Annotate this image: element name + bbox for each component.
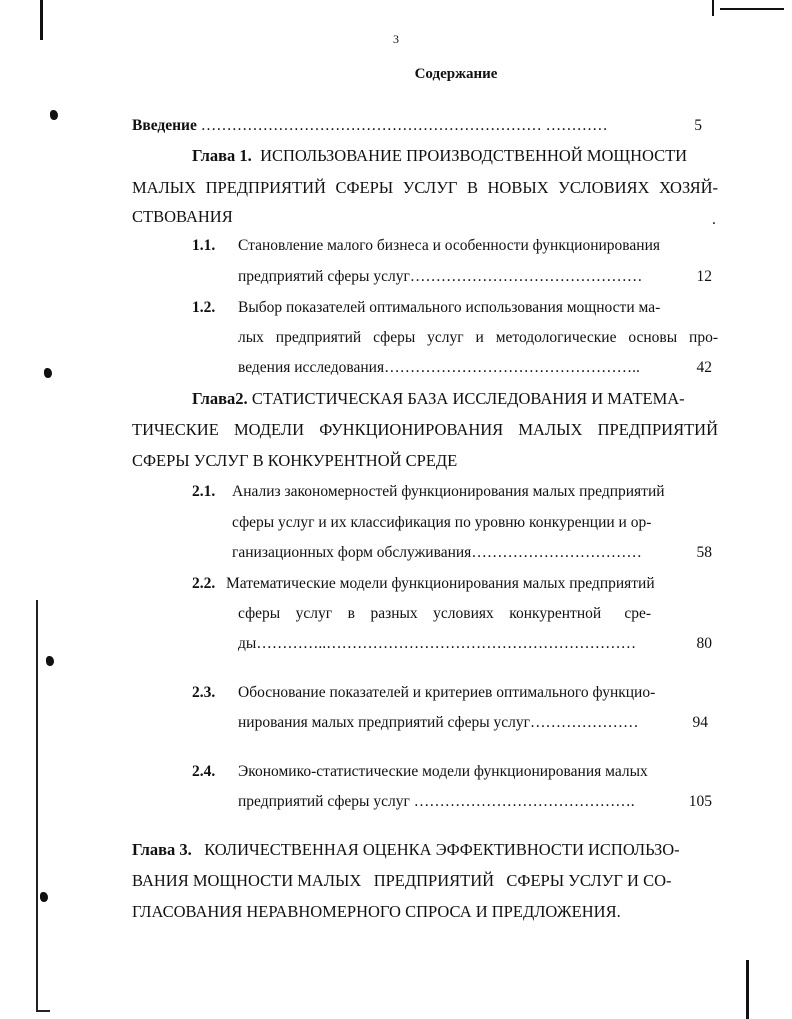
- toc-section-number: 2.3.: [192, 684, 216, 701]
- toc-section-title-line: сферы услуг в разных условиях конкурентной сре-: [238, 605, 652, 622]
- toc-chapter-title-line: СФЕРЫ УСЛУГ В КОНКУРЕНТНОЙ СРЕДЕ: [132, 451, 458, 470]
- toc-section-title-line: ды: [238, 635, 257, 652]
- toc-intro: [132, 116, 716, 136]
- toc-section-title-line: Выбор показателей оптимального использования мощности ма-: [238, 299, 661, 316]
- toc-section-1-2-line3: [238, 358, 712, 378]
- toc-page-number: 42: [696, 359, 712, 376]
- toc-chapter-title-line: ГЛАСОВАНИЯ НЕРАВНОМЕРНОГО СПРОСА И ПРЕДЛОЖЕНИЯ.: [132, 902, 621, 921]
- toc-section-1-1-line2: [238, 267, 712, 287]
- toc-section-title-line: предприятий сферы услуг: [238, 793, 410, 810]
- toc-section-2-1-line3: [232, 543, 712, 563]
- toc-section-title-line: Математические модели функционирования малых предприятий: [226, 575, 655, 592]
- toc-leader-dots: …………………………………………..: [384, 359, 640, 376]
- toc-chapter-label: Глава 3.: [132, 840, 192, 859]
- scan-edge: [712, 0, 714, 16]
- scan-edge: [36, 1010, 50, 1012]
- toc-section-number: 2.1.: [192, 483, 216, 500]
- toc-chapter-label: Глава 1.: [192, 146, 252, 165]
- toc-section-2-3-line2: [238, 713, 708, 733]
- toc-leader-dots: …………..……………………………………………………: [256, 635, 637, 652]
- toc-chapter-1-heading: [192, 146, 687, 166]
- toc-chapter-title-line: СТАТИСТИЧЕСКАЯ БАЗА ИССЛЕДОВАНИЯ И МАТЕМА-: [251, 389, 685, 408]
- toc-section-title-line: Экономико-статистические модели функционирования малых: [238, 763, 648, 780]
- toc-section-2-2: [192, 574, 655, 594]
- toc-section-number: 2.4.: [192, 763, 216, 780]
- toc-section-title-line: предприятий сферы услуг: [238, 268, 410, 285]
- toc-chapter-title-line: ВАНИЯ МОЩНОСТИ МАЛЫХ ПРЕДПРИЯТИЙ СФЕРЫ УСЛУГ И СО-: [132, 871, 672, 890]
- toc-chapter-2-heading: [192, 389, 685, 409]
- toc-page-number: 12: [696, 268, 712, 285]
- scan-speck: .: [712, 211, 716, 228]
- toc-section-title-line: нирования малых предприятий сферы услуг: [238, 714, 530, 731]
- punch-hole-mark: [50, 110, 58, 120]
- scan-edge: [36, 600, 38, 1010]
- scan-edge: [746, 960, 749, 1019]
- toc-section-1-2: [192, 298, 718, 318]
- toc-page-number: 58: [696, 544, 712, 561]
- toc-intro-label: Введение: [132, 117, 197, 134]
- toc-chapter-title-line: КОЛИЧЕСТВЕННАЯ ОЦЕНКА ЭФФЕКТИВНОСТИ ИСПОЛЬЗО-: [204, 840, 680, 859]
- page-title: Содержание: [414, 66, 498, 82]
- toc-leader-dots: …………………: [530, 714, 639, 731]
- toc-chapter-title-line: СТВОВАНИЯ: [132, 207, 233, 226]
- toc-section-title-line: сферы услуг и их классификация по уровню конкуренции и ор-: [232, 514, 652, 531]
- toc-section-number: 2.2.: [192, 575, 216, 592]
- toc-chapter-label: Глава2.: [192, 389, 248, 408]
- toc-section-2-4-line2: [238, 792, 712, 812]
- toc-chapter-title-line: ТИЧЕСКИЕ МОДЕЛИ ФУНКЦИОНИРОВАНИЯ МАЛЫХ ПРЕДПРИЯТИЙ: [132, 420, 718, 439]
- page-number: 3: [393, 32, 399, 46]
- toc-leader-dots: ………………………………………………………… …………: [200, 117, 608, 134]
- toc-section-title-line: Становление малого бизнеса и особенности функционирования: [238, 237, 661, 254]
- toc-section-title-line: лых предприятий сферы услуг и методологические основы про-: [238, 329, 718, 346]
- toc-section-2-4: [192, 762, 718, 782]
- toc-page-number: 80: [696, 635, 712, 652]
- toc-page-number: 105: [688, 793, 712, 810]
- scan-edge: [720, 8, 784, 10]
- toc-chapter-title-line: ИСПОЛЬЗОВАНИЕ ПРОИЗВОДСТВЕННОЙ МОЩНОСТИ: [260, 146, 688, 165]
- toc-section-2-2-line3: [238, 634, 712, 654]
- toc-section-title-line: Обоснование показателей и критериев оптимального функцио-: [238, 684, 656, 701]
- toc-section-title-line: ганизационных форм обслуживания: [232, 544, 472, 561]
- toc-section-number: 1.1.: [192, 237, 216, 254]
- toc-section-title-line: Анализ закономерностей функционирования малых предприятий: [232, 483, 665, 500]
- toc-section-2-1: [192, 482, 665, 502]
- toc-leader-dots: ……………………………: [471, 544, 642, 561]
- toc-leader-dots: ………………………………………: [409, 268, 643, 285]
- toc-leader-dots: …………………………………….: [413, 793, 635, 810]
- toc-page-number: 94: [692, 714, 708, 731]
- toc-section-1-1: [192, 236, 660, 256]
- toc-chapter-3-heading: [132, 840, 680, 860]
- toc-chapter-title-line: МАЛЫХ ПРЕДПРИЯТИЙ СФЕРЫ УСЛУГ В НОВЫХ УСЛОВИЯХ ХОЗЯЙ-: [132, 178, 718, 197]
- toc-section-2-3: [192, 683, 718, 703]
- punch-hole-mark: [46, 656, 54, 666]
- punch-hole-mark: [44, 368, 52, 378]
- punch-hole-mark: [40, 892, 48, 902]
- toc-page-number: 5: [694, 117, 702, 134]
- toc-section-number: 1.2.: [192, 299, 216, 316]
- toc-section-title-line: ведения исследования: [238, 359, 385, 376]
